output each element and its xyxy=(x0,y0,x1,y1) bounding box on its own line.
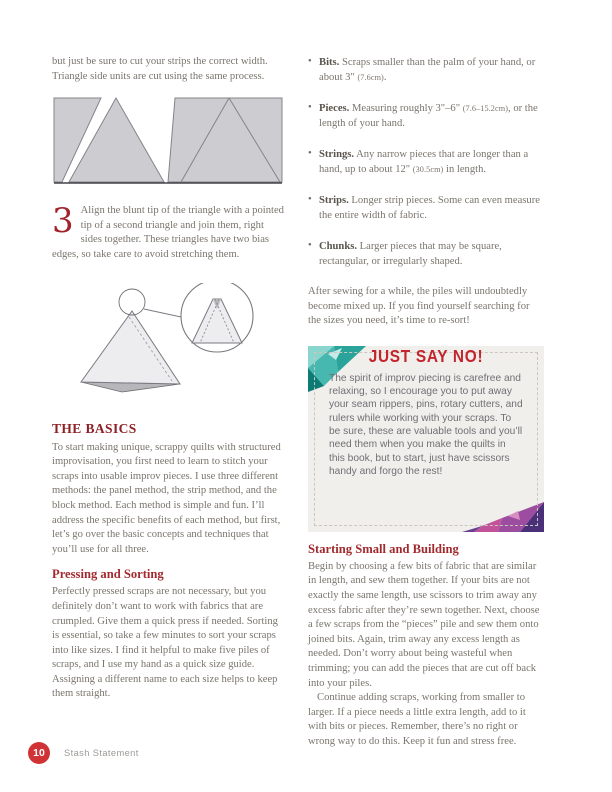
list-item-strings xyxy=(308,147,544,177)
page-number-badge: 10 xyxy=(28,742,50,764)
scrap-size-text: Measuring roughly 3"–6" xyxy=(351,103,463,114)
starting-paragraph-2: Continue adding scraps, working from smaller to larger. If a piece needs a little extra length, add to it with bits or pieces. Remember, there’s no right or wrong way to do this. Keep it fun and stress free. xyxy=(308,692,526,747)
metric-note: (30.5cm) xyxy=(412,165,444,174)
basics-paragraph: To start making unique, scrappy quilts with structured improvisation, you first need to learn to stitch your scraps into usable improv pieces. I use three different methods: the panel method, the strip method, and the block method. Each method is simple and fun. I’ll address the specific benefits of each method, but first, let’s go over the basic concepts and techniques that you’ll use for all three. xyxy=(52,441,281,555)
page-footer xyxy=(28,742,139,764)
callout-body: The spirit of improv piecing is carefree and relaxing, so I encourage you to put away your seam rippers, pins, rotary cutters, and rulers while working with your scraps. To be sure, these are valuable tools and you’ll need them when you make the quilts in this book, but to start, just have scissors handy and forgo the rest! xyxy=(329,372,523,477)
triangle-join-diagram xyxy=(52,283,284,397)
metric-note: (7.6–15.2cm) xyxy=(462,104,509,113)
section-heading-the-basics: THE BASICS xyxy=(52,420,137,436)
starting-paragraph-1: Begin by choosing a few bits of fabric that are similar in length, and sew them together. If your bits are not exactly the same length, use scissors to trim away any excess fabric after they’re sewn together. Next, choose a few scraps from the “pieces” pile and sew them onto joined bits. Again, trim away any excess length as needed. Don’t worry about being wasteful when trimming; you can add the pieces that are cut off back into your piles. xyxy=(308,560,540,689)
scrap-size-text: Any narrow pieces that are longer than a hand, up to about 12" xyxy=(319,149,529,175)
bullet-dot: • xyxy=(308,194,312,205)
bullet-dot: • xyxy=(308,240,312,251)
list-item-strips xyxy=(308,193,544,223)
joined-triangle xyxy=(81,311,180,384)
scrap-size-text-end: . xyxy=(383,72,387,83)
scrap-size-text: Longer strip pieces. Some can even measure the entire width of fabric. xyxy=(319,195,540,221)
step-number: 3 xyxy=(52,201,74,242)
patchwork-corner-bottom-right xyxy=(462,502,544,532)
left-column xyxy=(52,55,284,702)
just-say-no-callout xyxy=(308,346,544,532)
metric-note: (7.6cm) xyxy=(357,73,384,82)
scrap-size-text: Scraps smaller than the palm of your hand, or about 3" xyxy=(319,57,536,83)
right-column xyxy=(308,55,544,750)
callout-title: JUST SAY NO! xyxy=(368,345,484,366)
scrap-size-label: Bits. xyxy=(319,57,340,68)
subheading-pressing-and-sorting: Pressing and Sorting xyxy=(52,567,164,582)
scrap-size-text-end: , or the length of your hand. xyxy=(319,103,538,129)
scrap-size-label: Pieces. xyxy=(319,103,350,114)
scrap-size-text: Larger pieces that may be square, rectangular, or irregularly shaped. xyxy=(319,241,502,267)
triangle-strip-diagram xyxy=(52,96,284,186)
bullet-dot: • xyxy=(308,56,312,67)
resort-paragraph: After sewing for a while, the piles will undoubtedly become mixed up. If you find yourself searching for the sizes you need, it’s time to re-sort! xyxy=(308,286,530,327)
scrap-size-label: Chunks. xyxy=(319,241,357,252)
bullet-dot: • xyxy=(308,148,312,159)
scrap-size-label: Strings. xyxy=(319,149,355,160)
scrap-size-label: Strips. xyxy=(319,195,349,206)
strip-right-piece xyxy=(168,98,282,182)
patchwork-piece xyxy=(474,518,502,532)
subheading-starting-small-and-building: Starting Small and Building xyxy=(308,541,459,556)
scrap-size-list xyxy=(308,55,544,269)
scrap-size-text-end: in length. xyxy=(443,164,487,175)
pressing-paragraph: Perfectly pressed scraps are not necessary, but you definitely don’t want to work with fabrics that are crumpled. Give them a quick press if needed. Sorting is essential, so take a few minutes to sort your scraps into like sizes. I find it helpful to make five piles of scraps, and I use my hand as a quick size guide. Assigning a different name to each size helps to keep them straight. xyxy=(52,586,278,700)
list-item-bits xyxy=(308,55,544,85)
list-item-pieces xyxy=(308,101,544,131)
step-3 xyxy=(52,201,284,262)
list-item-chunks xyxy=(308,239,544,269)
intro-paragraph: but just be sure to cut your strips the correct width. Triangle side units are cut using the same process. xyxy=(52,56,268,82)
step-text: Align the blunt tip of the triangle with a pointed tip of a second triangle and join them, right sides together. These triangles have two bias edges, so take care to avoid stretching them. xyxy=(52,205,284,260)
magnifier-connector xyxy=(144,309,181,317)
bullet-dot: • xyxy=(308,102,312,113)
book-title: Stash Statement xyxy=(64,748,139,758)
